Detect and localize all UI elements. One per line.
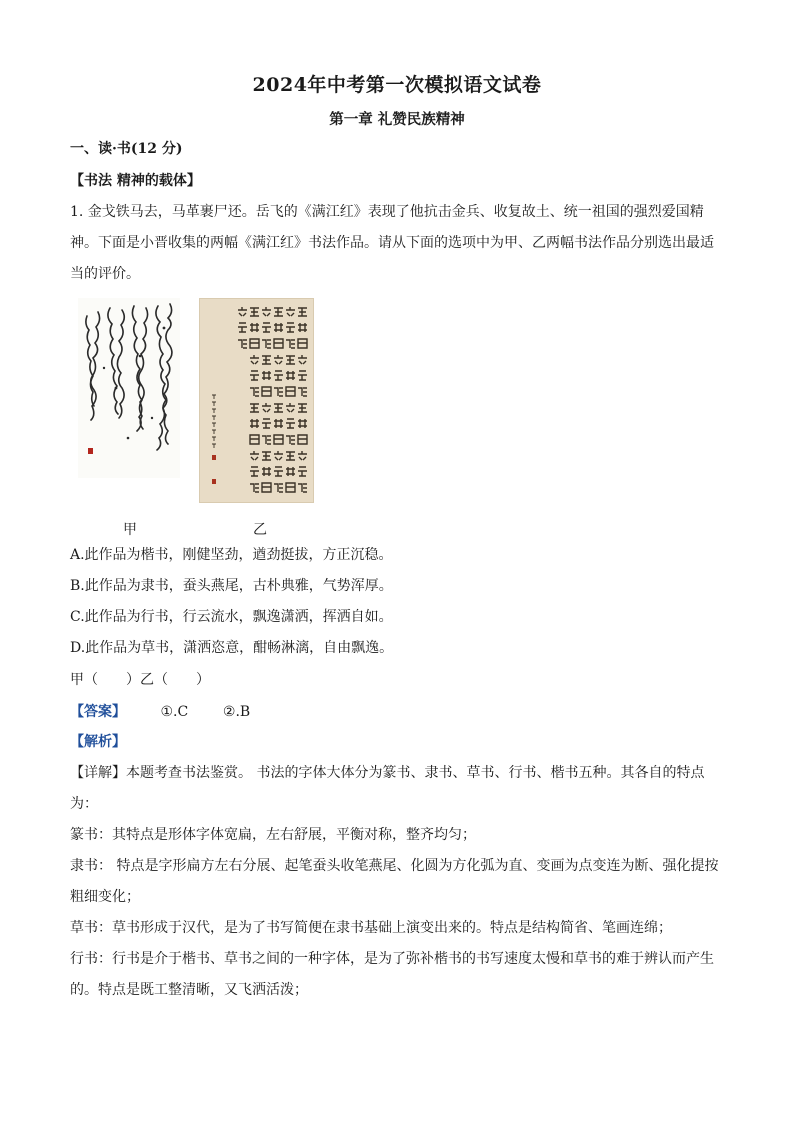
option-c: C.此作品为行书，行云流水，飘逸潇洒，挥洒自如。: [70, 609, 393, 625]
analysis-line-5: 粗细变化；: [70, 889, 140, 905]
subsection-heading: 【书法 精神的载体】: [70, 173, 201, 189]
document-title: 2024年中考第一次模拟语文试卷: [252, 74, 542, 96]
caption-b: 乙: [253, 522, 267, 538]
question-text-line-2: 神。下面是小晋收集的两幅《满江红》书法作品。请从下面的选项中为甲、乙两幅书法作品分别选出最适: [70, 235, 714, 251]
calligraphy-image-a: [78, 298, 180, 478]
answer-1: ①.C: [160, 704, 189, 720]
answer-label: 【答案】: [70, 704, 126, 720]
answer-2: ②.B: [222, 704, 251, 720]
analysis-line-7: 行书：行书是介于楷书、草书之间的一种字体，是为了弥补楷书的书写速度太慢和草书的难于辨认而产生: [70, 951, 714, 967]
answer-row: [70, 702, 730, 722]
question-text-line-1: 1. 金戈铁马去，马革裹尸还。岳飞的《满江红》表现了他抗击金兵、收复故土、统一祖国的强烈爱国精: [70, 204, 704, 220]
detail-label: 【详解】: [70, 765, 126, 781]
analysis-line-1: [70, 763, 730, 783]
option-d: D.此作品为草书，潇洒恣意，酣畅淋漓，自由飘逸。: [70, 640, 394, 656]
section-heading: 一、读·书(12 分): [70, 141, 183, 157]
analysis-label: 【解析】: [70, 734, 126, 750]
analysis-line-4: 隶书： 特点是字形扁方左右分展、起笔蚕头收笔燕尾、化圆为方化弧为直、变画为点变连为断、强化提按: [70, 858, 719, 874]
analysis-line-6: 草书：草书形成于汉代，是为了书写简便在隶书基础上演变出来的。特点是结构简省、笔画连绵；: [70, 920, 672, 936]
analysis-line-1-text: 本题考查书法鉴赏。 书法的字体大体分为篆书、隶书、草书、行书、楷书五种。其各自的特点: [126, 765, 705, 781]
analysis-line-2: 为：: [70, 796, 98, 812]
analysis-line-8: 的。特点是既工整清晰，又飞洒活泼；: [70, 982, 308, 998]
analysis-line-3: 篆书：其特点是形体字体宽扁，左右舒展，平衡对称，整齐均匀；: [70, 827, 476, 843]
option-a: A.此作品为楷书，刚健坚劲，遒劲挺拔，方正沉稳。: [70, 547, 393, 563]
question-text-line-3: 当的评价。: [70, 266, 140, 282]
chapter-heading: 第一章 礼赞民族精神: [329, 111, 465, 128]
option-b: B.此作品为隶书，蚕头燕尾，古朴典雅，气势浑厚。: [70, 578, 393, 594]
caption-a: 甲: [123, 522, 137, 538]
answer-blanks: 甲（ ）乙（ ）: [70, 672, 210, 688]
calligraphy-image-b: [199, 298, 314, 503]
